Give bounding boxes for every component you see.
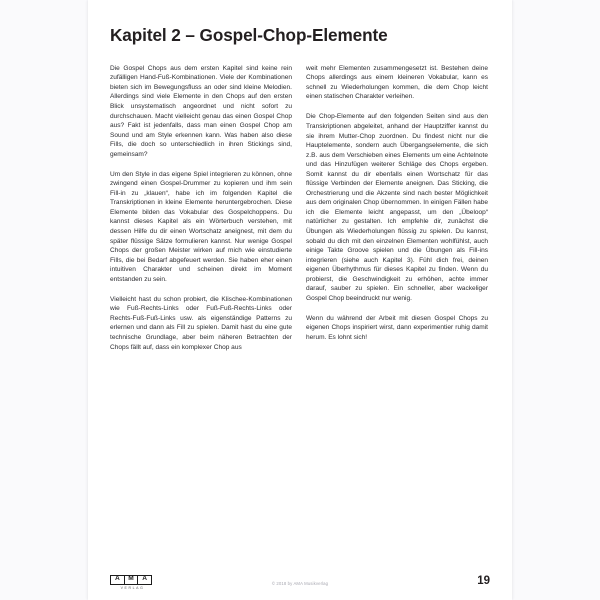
text-column-right [306,64,488,352]
logo-letter: M [124,576,138,584]
page-footer [110,566,490,592]
text-columns [110,64,490,352]
paragraph: weit mehr Elementen zusammengesetzt ist. Bestehen deine Chops allerdings aus einem kleineren Vokabular, kann es schnell zu Wiederholungen kommen, die dem Chop leicht einen statischen Charakter verleihen. [306,64,488,101]
paragraph: Die Chop-Elemente auf den folgenden Seiten sind aus den Transkriptionen abgeleitet, anhand der Hauptziffer kannst du sie ihrem Mutter-Chop zuordnen. Du findest nicht nur die Hauptelemente, sondern auch Übergangselemente, die sich z.B. aus dem Verschieben eines Elements um eine Achtelnote und das Hinzufügen weiterer Schläge des Chops ergeben. Somit kannst du dir ebenfalls einen Wortschatz für das flüssige Verbinden der Elemente aneignen. Das Sticking, die Orchestrierung und die Akzente sind nach bester Möglichkeit aus dem originalen Chop übernommen. In einigen Fällen habe ich die Elemente leicht angepasst, um den „Übeloop“ natürlicher zu gestalten. Ich empfehle dir, zunächst die Übungen als Wiederholungen flüssig zu spielen. Du kannst, sobald du dich mit den einzelnen Elementen wohlfühlst, auch einige Takte Groove spielen und die Übungen als Fill-ins integrieren (siehe auch Kapitel 3). Fühl dich frei, deinen eigenen Überhythmus für dieses Kapitel zu finden. Wenn du probierst, die Geschwindigkeit zu erhöhen, achte immer darauf, sauber zu spielen. Ein schneller, aber wackeliger Gospel Chop beeindruckt nur wenig. [306,113,488,302]
page-number: 19 [477,575,490,587]
paragraph: Die Gospel Chops aus dem ersten Kapitel sind keine rein zufälligen Hand-Fuß-Kombinationen. Viele der Kombinationen bieten sich im Bewegungsfluss an oder sind kleine Melodien. Allerdings sind viele Elemente in den Chops auf den ersten Blick unsystematisch angeordnet und nicht sofort zu durchschauen. Macht vielleicht genau das einen Gospel Chop aus? Fakt ist jedenfalls, dass man einen Gospel Chop am Sound und am Style erkennen kann. Was haben also diese Fills, die doch so unterschiedlich in ihren Stickings sind, gemeinsam? [110,64,292,158]
paragraph: Wenn du während der Arbeit mit diesen Gospel Chops zu eigenen Chops inspiriert wirst, dann experimentier ruhig damit herum. Es lohnt sich! [306,314,488,341]
logo-letter: A [137,576,151,584]
paragraph: Um den Style in das eigene Spiel integrieren zu können, ohne zwingend einen Gospel-Drummer zu kopieren und ihm sein Fill-in zu „klauen“, habe ich im folgenden Kapitel die Transkriptionen in kleine Elemente heruntergebrochen. Diese Elemente bilden das Vokabular des Gospelchoppens. Du kannst dieses Kapitel als ein Wörterbuch verstehen, mit dessen Hilfe du dir einen Wortschatz aneignest, mit dem du später flüssige Sätze formulieren kannst. Nur wenige Gospel Chops der großen Meister wirken auf mich wie einstudierte Fills, die bei Bedarf abgefeuert werden. Sie haben eher einen intuitiven Charakter und scheinen direkt im Moment entstanden zu sein. [110,170,292,283]
logo-subtitle: VERLAG [120,586,145,590]
document-page [88,0,512,600]
page-title: Kapitel 2 – Gospel-Chop-Elemente [110,25,388,45]
text-column-left [110,64,292,352]
page-content-area [110,26,490,600]
logo-letter: A [114,575,120,583]
copyright-notice: © 2018 by AMA Musikverlag [271,581,329,586]
paragraph: Vielleicht hast du schon probiert, die Klischee-Kombinationen wie Fuß-Rechts-Links oder Fuß-Fuß-Rechts-Links oder Rechts-Fuß-Fuß-Links usw. als eigenständige Patterns zu erlernen und dann als Fill zu spielen. Damit hast du eine gute technische Grundlage, aber beim näheren Betrachten der Chops fällt auf, dass ein komplexer Chop aus [110,295,292,351]
